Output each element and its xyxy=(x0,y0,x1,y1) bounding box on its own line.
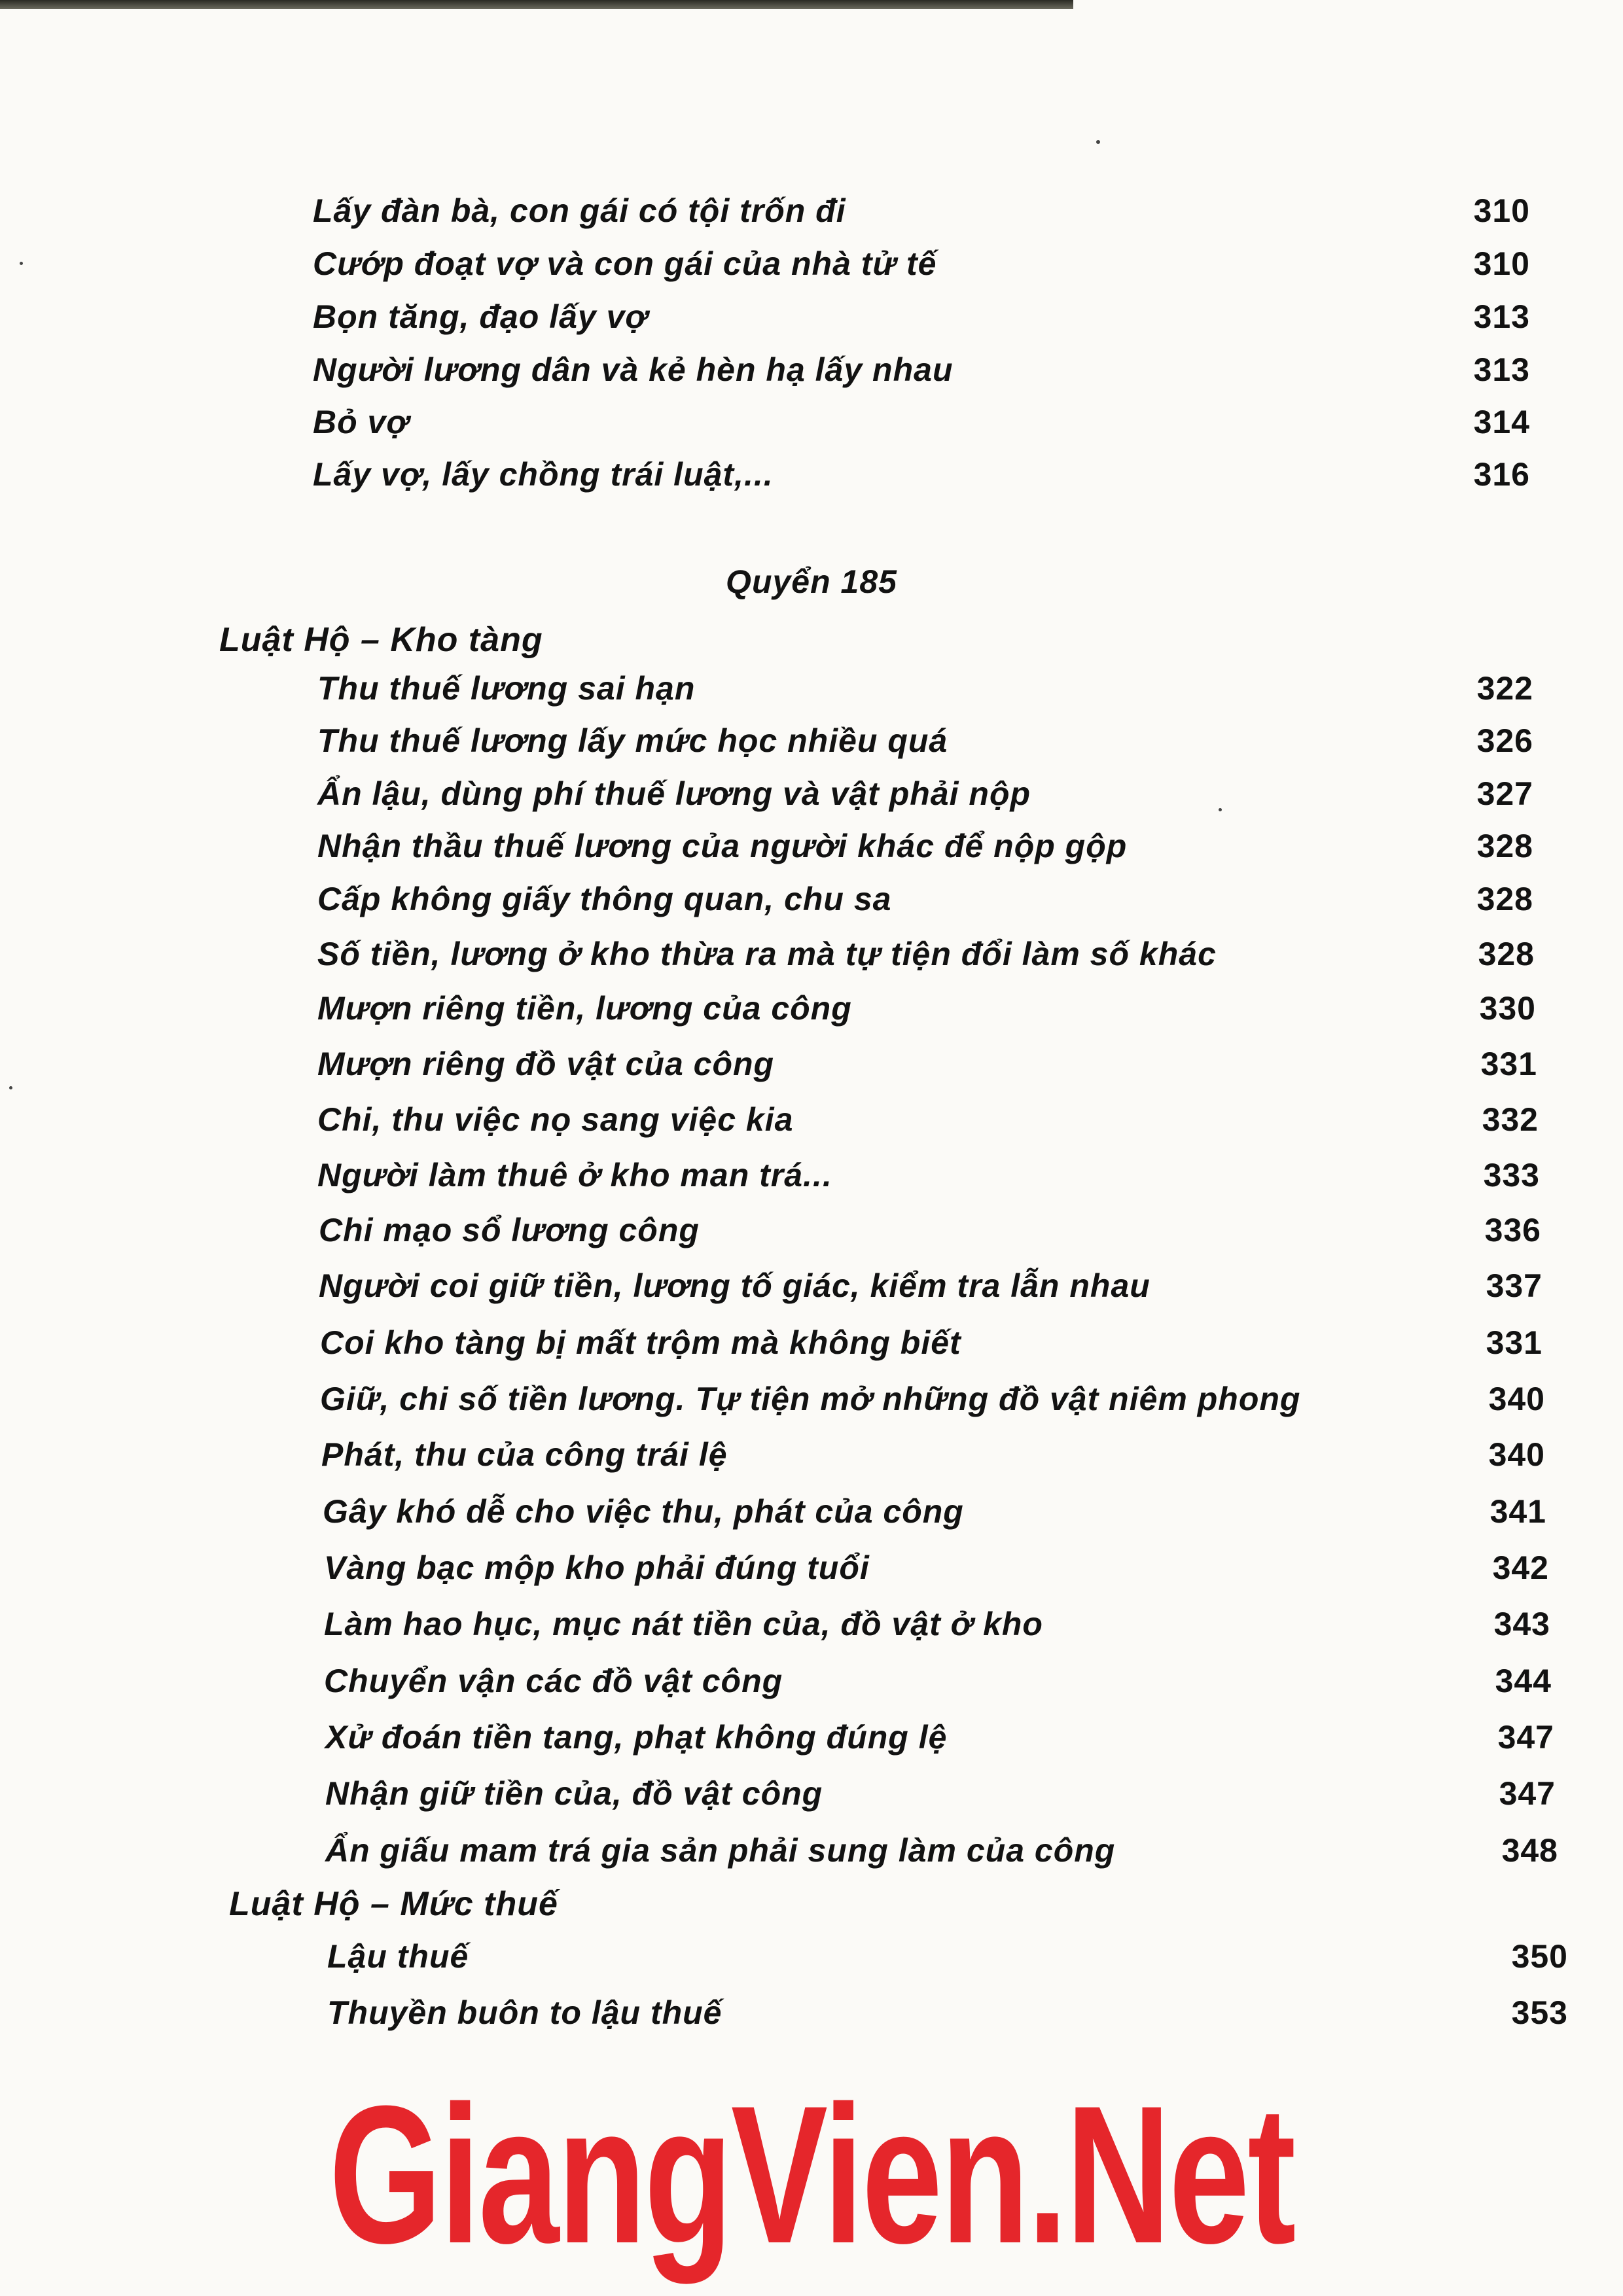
toc-entry-page: 348 xyxy=(1501,1832,1558,1869)
toc-entry-page: 326 xyxy=(1476,722,1533,759)
toc-entry-title: Gây khó dễ cho việc thu, phát của công xyxy=(323,1493,964,1530)
toc-entry xyxy=(313,399,1530,445)
toc-entry-page: 314 xyxy=(1473,404,1530,440)
toc-entry-page: 310 xyxy=(1473,192,1530,229)
section-heading: Luật Hộ – Mức thuế xyxy=(229,1885,558,1923)
toc-entry xyxy=(317,876,1533,922)
toc-entry-title: Chi, thu việc nọ sang việc kia xyxy=(317,1101,794,1138)
toc-entry-title: Người làm thuê ở kho man trá... xyxy=(317,1157,832,1193)
toc-entry-title: Mượn riêng đồ vật của công xyxy=(317,1046,775,1082)
toc-entry xyxy=(317,1152,1540,1198)
toc-entry-title: Giữ, chi số tiền lương. Tự tiện mở những đồ vật niêm phong xyxy=(320,1381,1301,1417)
page-top-edge xyxy=(0,0,1073,9)
toc-entry-page: 330 xyxy=(1479,990,1536,1027)
toc-entry-title: Coi kho tàng bị mất trộm mà không biết xyxy=(320,1324,961,1361)
toc-entry-title: Vàng bạc mộp kho phải đúng tuổi xyxy=(324,1549,870,1586)
toc-entry-page: 316 xyxy=(1473,456,1530,493)
toc-entry xyxy=(323,1489,1546,1534)
toc-entry-title: Người coi giữ tiền, lương tố giác, kiểm tra lẫn nhau xyxy=(319,1267,1150,1304)
page-speck xyxy=(20,262,23,265)
toc-entry-page: 347 xyxy=(1499,1775,1556,1812)
toc-entry-title: Cướp đoạt vợ và con gái của nhà tử tế xyxy=(313,245,937,282)
toc-entry-title: Lấy đàn bà, con gái có tội trốn đi xyxy=(313,192,846,229)
toc-entry-title: Chi mạo sổ lương công xyxy=(319,1212,700,1248)
toc-entry-title: Lậu thuế xyxy=(327,1938,469,1975)
toc-entry-title: Số tiền, lương ở kho thừa ra mà tự tiện đổi làm số khác xyxy=(317,936,1217,972)
toc-entry-page: 342 xyxy=(1492,1549,1549,1586)
toc-entry-page: 313 xyxy=(1473,298,1530,335)
toc-entry-page: 353 xyxy=(1511,1994,1568,2031)
toc-entry-page: 336 xyxy=(1484,1212,1541,1248)
toc-entry-title: Nhận thầu thuế lương của người khác để nộp gộp xyxy=(317,828,1128,864)
section-heading: Luật Hộ – Kho tàng xyxy=(219,621,543,659)
toc-entry-page: 328 xyxy=(1476,828,1533,864)
toc-entry xyxy=(320,1376,1545,1422)
toc-entry xyxy=(313,347,1530,393)
toc-entry xyxy=(317,823,1533,869)
toc-entry xyxy=(327,1990,1568,2036)
toc-entry xyxy=(320,1320,1543,1366)
toc-entry xyxy=(313,188,1530,234)
toc-entry-title: Nhận giữ tiền của, đồ vật công xyxy=(325,1775,823,1812)
toc-entry-title: Mượn riêng tiền, lương của công xyxy=(317,990,852,1027)
toc-entry-page: 331 xyxy=(1480,1046,1537,1082)
book-heading: Quyển 185 xyxy=(726,563,897,600)
toc-entry-page: 340 xyxy=(1488,1436,1545,1473)
toc-entry-page: 340 xyxy=(1488,1381,1545,1417)
toc-entry-title: Xử đoán tiền tang, phạt không đúng lệ xyxy=(325,1719,948,1756)
toc-entry-title: Cấp không giấy thông quan, chu sa xyxy=(317,881,892,917)
toc-entry-title: Người lương dân và kẻ hèn hạ lấy nhau xyxy=(313,351,954,388)
toc-entry-page: 332 xyxy=(1482,1101,1539,1138)
toc-entry-page: 328 xyxy=(1478,936,1535,972)
toc-entry-title: Ẩn lậu, dùng phí thuế lương và vật phải nộp xyxy=(317,775,1031,812)
toc-entry xyxy=(325,1828,1558,1873)
page-speck xyxy=(1096,140,1100,144)
watermark-logo: GiangVien.Net xyxy=(329,2064,1294,2284)
toc-entry xyxy=(317,1041,1537,1087)
toc-entry-page: 337 xyxy=(1486,1267,1543,1304)
toc-entry-page: 343 xyxy=(1493,1606,1550,1642)
toc-entry-title: Phát, thu của công trái lệ xyxy=(321,1436,728,1473)
toc-entry-page: 331 xyxy=(1486,1324,1543,1361)
toc-entry xyxy=(317,1097,1539,1142)
toc-entry-title: Thu thuế lương sai hạn xyxy=(317,670,696,707)
toc-entry xyxy=(321,1432,1545,1477)
toc-entry-title: Thuyền buôn to lậu thuế xyxy=(327,1994,722,2031)
toc-entry-page: 350 xyxy=(1511,1938,1568,1975)
toc-entry-page: 333 xyxy=(1483,1157,1540,1193)
toc-entry-title: Lấy vợ, lấy chồng trái luật,... xyxy=(313,456,774,493)
toc-entry-title: Ẩn giấu mam trá gia sản phải sung làm của công xyxy=(325,1832,1116,1869)
toc-entry-title: Làm hao hục, mục nát tiền của, đồ vật ở kho xyxy=(324,1606,1043,1642)
toc-entry xyxy=(319,1207,1541,1253)
toc-entry-page: 313 xyxy=(1473,351,1530,388)
toc-entry xyxy=(317,985,1536,1031)
toc-entry xyxy=(313,241,1530,287)
toc-entry xyxy=(324,1658,1552,1704)
toc-entry xyxy=(324,1545,1549,1591)
toc-entry xyxy=(317,718,1533,764)
toc-entry-title: Bỏ vợ xyxy=(313,404,409,440)
toc-entry xyxy=(327,1934,1568,1979)
toc-entry-title: Bọn tăng, đạo lấy vợ xyxy=(313,298,648,335)
toc-entry-page: 341 xyxy=(1489,1493,1546,1530)
toc-entry-title: Chuyển vận các đồ vật công xyxy=(324,1663,783,1699)
toc-entry xyxy=(319,1263,1543,1309)
toc-entry-page: 310 xyxy=(1473,245,1530,282)
toc-entry xyxy=(325,1771,1556,1816)
toc-entry xyxy=(313,294,1530,340)
toc-entry-page: 322 xyxy=(1476,670,1533,707)
toc-entry xyxy=(317,771,1533,817)
toc-entry-page: 327 xyxy=(1476,775,1533,812)
toc-entry-page: 344 xyxy=(1495,1663,1552,1699)
toc-entry xyxy=(317,665,1533,711)
toc-entry-page: 328 xyxy=(1476,881,1533,917)
toc-entry xyxy=(313,451,1530,497)
toc-entry-title: Thu thuế lương lấy mức học nhiều quá xyxy=(317,722,948,759)
toc-entry xyxy=(324,1601,1550,1647)
toc-entry xyxy=(317,931,1535,977)
toc-entry-page: 347 xyxy=(1497,1719,1554,1756)
toc-entry xyxy=(325,1714,1554,1760)
page-speck xyxy=(9,1086,12,1089)
